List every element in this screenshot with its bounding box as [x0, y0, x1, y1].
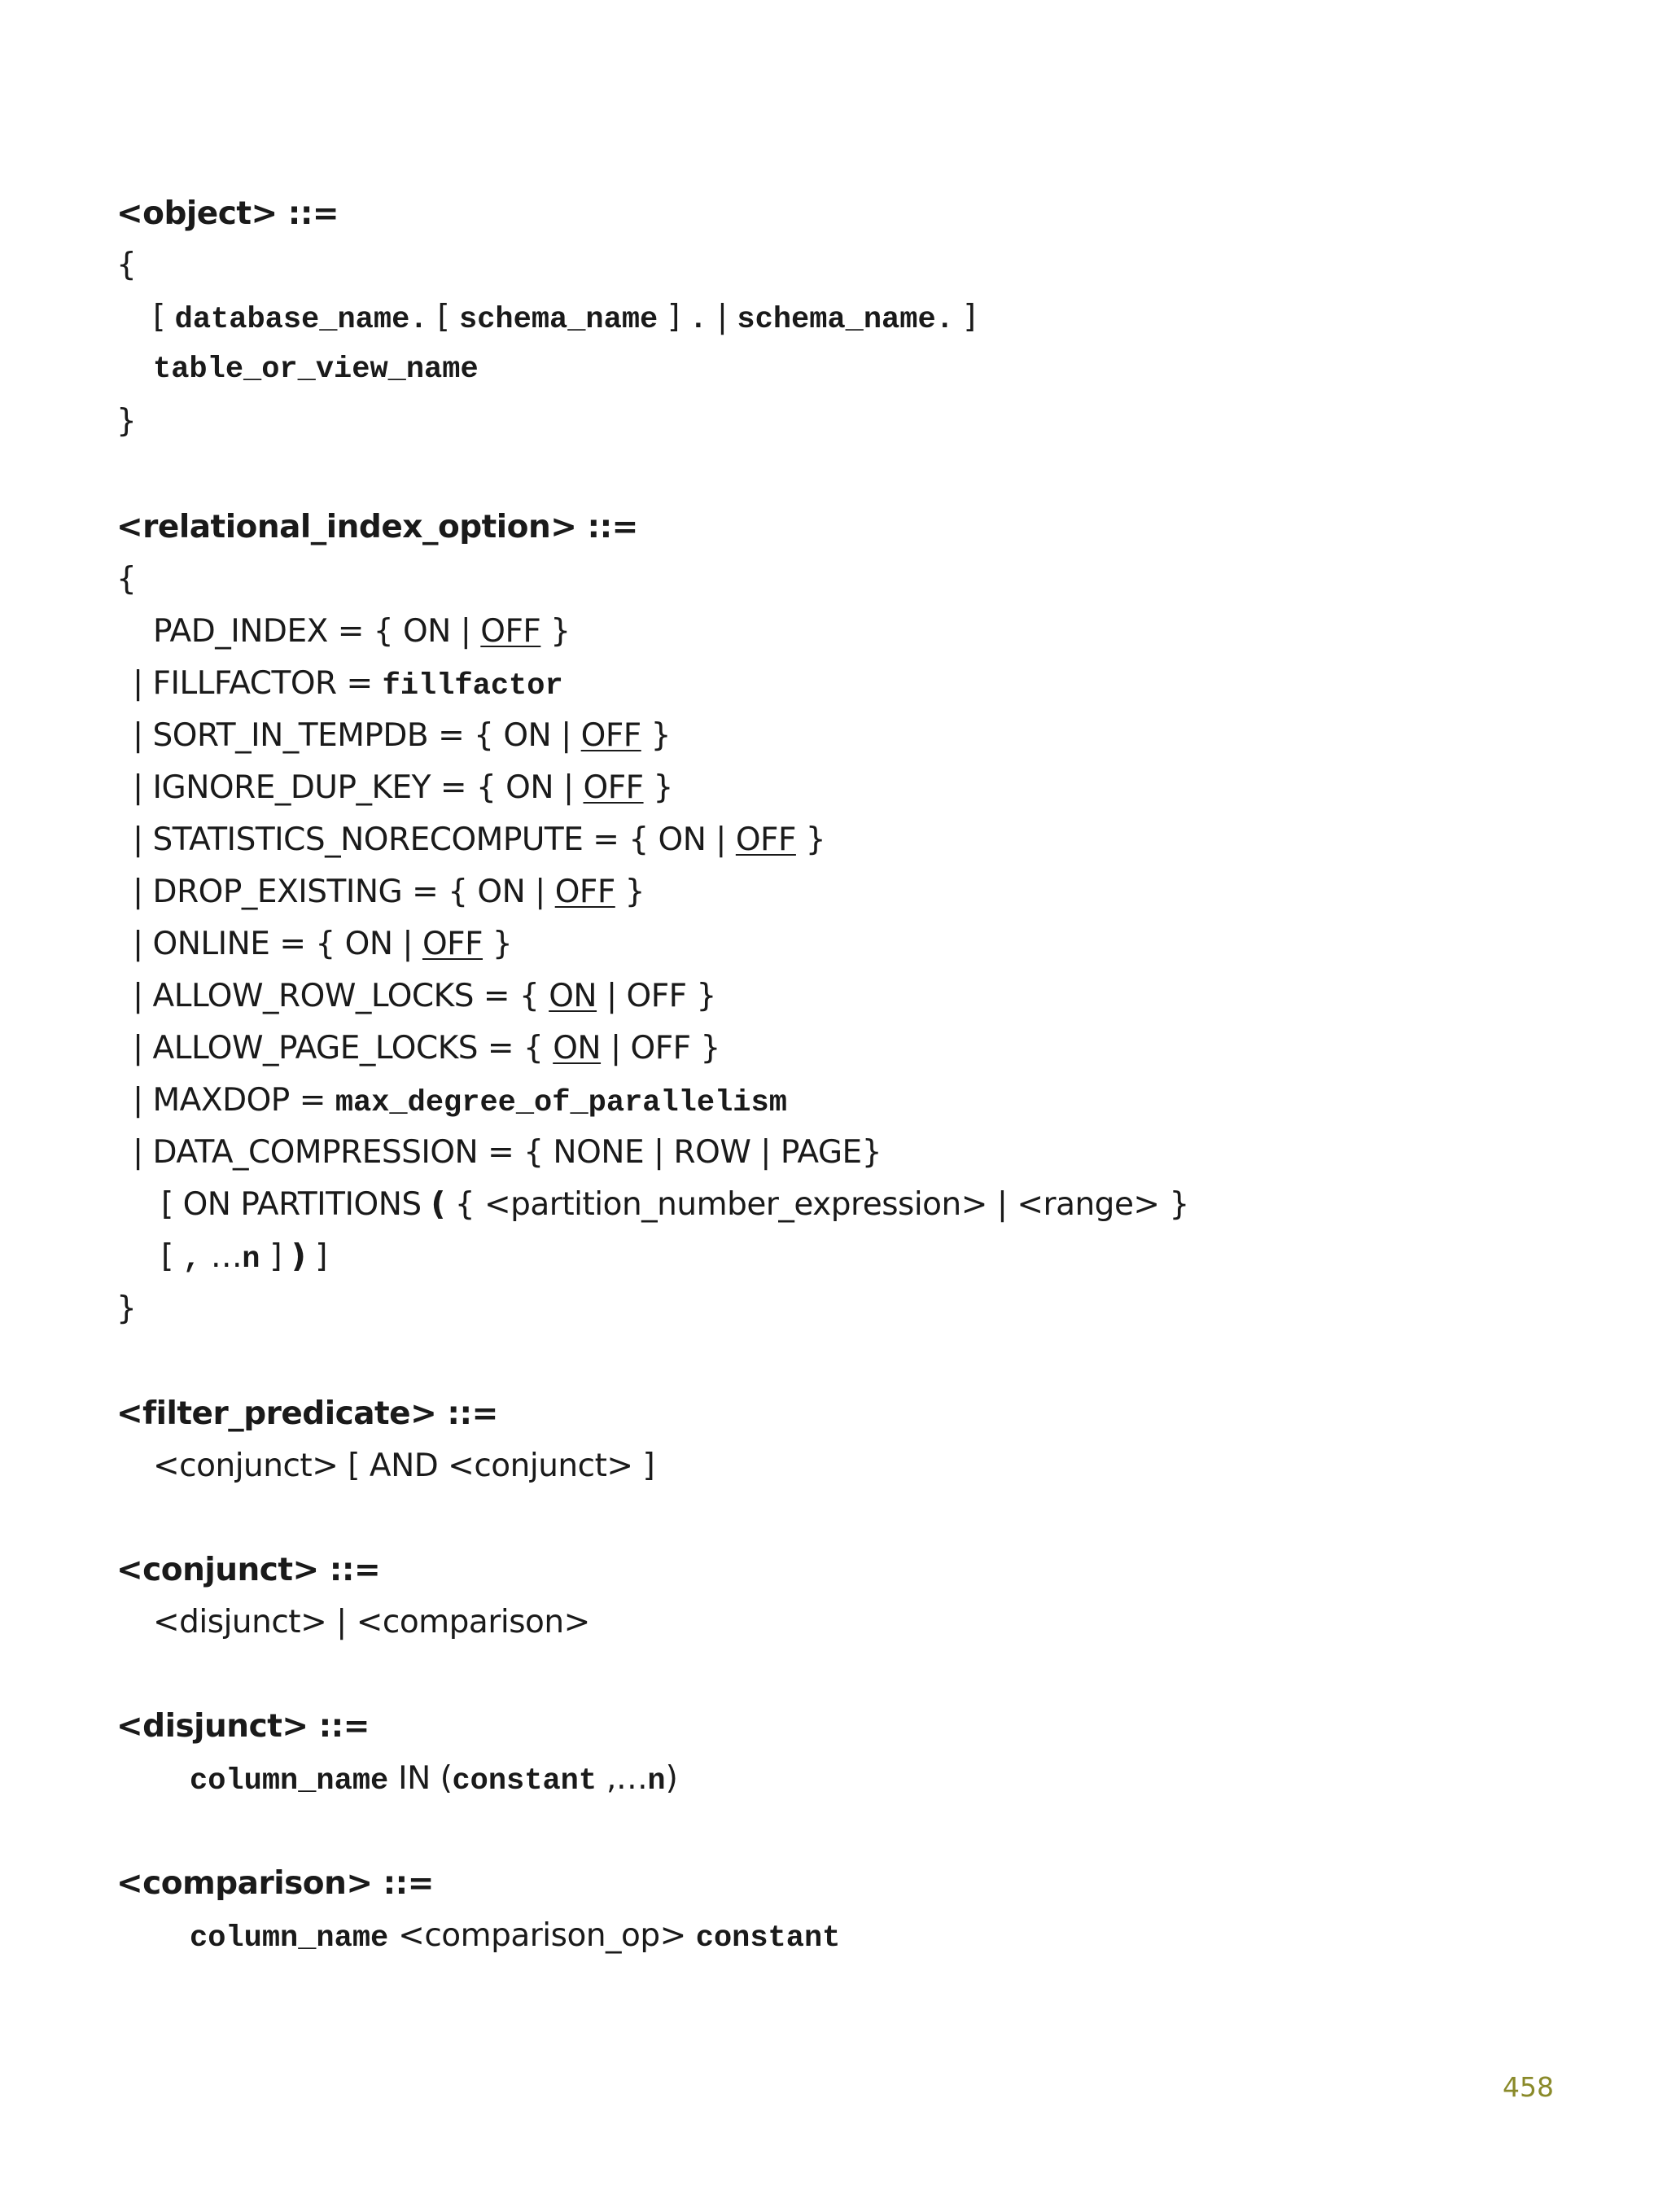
ignore-dup-key-line: | IGNORE_DUP_KEY = { ON | OFF } — [133, 769, 673, 806]
relational-header: <relational_index_option> ::= — [116, 509, 638, 545]
allow-row-locks-line: | ALLOW_ROW_LOCKS = { ON | OFF } — [133, 978, 716, 1014]
online-line: | ONLINE = { ON | OFF } — [133, 926, 513, 962]
drop-existing-line: | DROP_EXISTING = { ON | OFF } — [133, 874, 645, 910]
page-number: 458 — [1503, 2071, 1554, 2103]
comparison-header: <comparison> ::= — [116, 1865, 434, 1902]
on-partitions-line: [ ON PARTITIONS ( { <partition_number_expression> | <range> } — [161, 1186, 1189, 1223]
sort-in-tempdb-line: | SORT_IN_TEMPDB = { ON | OFF } — [133, 717, 671, 754]
allow-page-locks-line: | ALLOW_PAGE_LOCKS = { ON | OFF } — [133, 1030, 720, 1067]
relational-open-brace: { — [116, 561, 137, 598]
on-partitions-line-2: [ , …n ] ) ] — [161, 1238, 327, 1277]
disjunct-body: column_name IN (constant ,…n) — [190, 1760, 678, 1798]
object-close-brace: } — [116, 403, 137, 440]
object-line-2: table_or_view_name — [153, 353, 479, 387]
filter-predicate-body: <conjunct> [ AND <conjunct> ] — [153, 1448, 655, 1484]
statistics-line: | STATISTICS_NORECOMPUTE = { ON | OFF } — [133, 821, 826, 858]
object-open-brace: { — [116, 247, 137, 283]
object-header: <object> ::= — [116, 195, 339, 232]
maxdop-line: | MAXDOP = max_degree_of_parallelism — [133, 1082, 787, 1120]
conjunct-body: <disjunct> | <comparison> — [153, 1604, 590, 1640]
disjunct-header: <disjunct> ::= — [116, 1708, 370, 1745]
fillfactor-line: | FILLFACTOR = fillfactor — [133, 665, 563, 703]
filter-predicate-header: <filter_predicate> ::= — [116, 1395, 498, 1432]
pad-index-line: PAD_INDEX = { ON | OFF } — [153, 613, 571, 650]
comparison-body: column_name <comparison_op> constant — [190, 1917, 841, 1956]
relational-close-brace: } — [116, 1290, 137, 1327]
conjunct-header: <conjunct> ::= — [116, 1552, 381, 1588]
data-compression-line: | DATA_COMPRESSION = { NONE | ROW | PAGE} — [133, 1134, 882, 1171]
object-line-1: [ database_name. [ schema_name ] . | schema_name. ] — [153, 299, 976, 337]
